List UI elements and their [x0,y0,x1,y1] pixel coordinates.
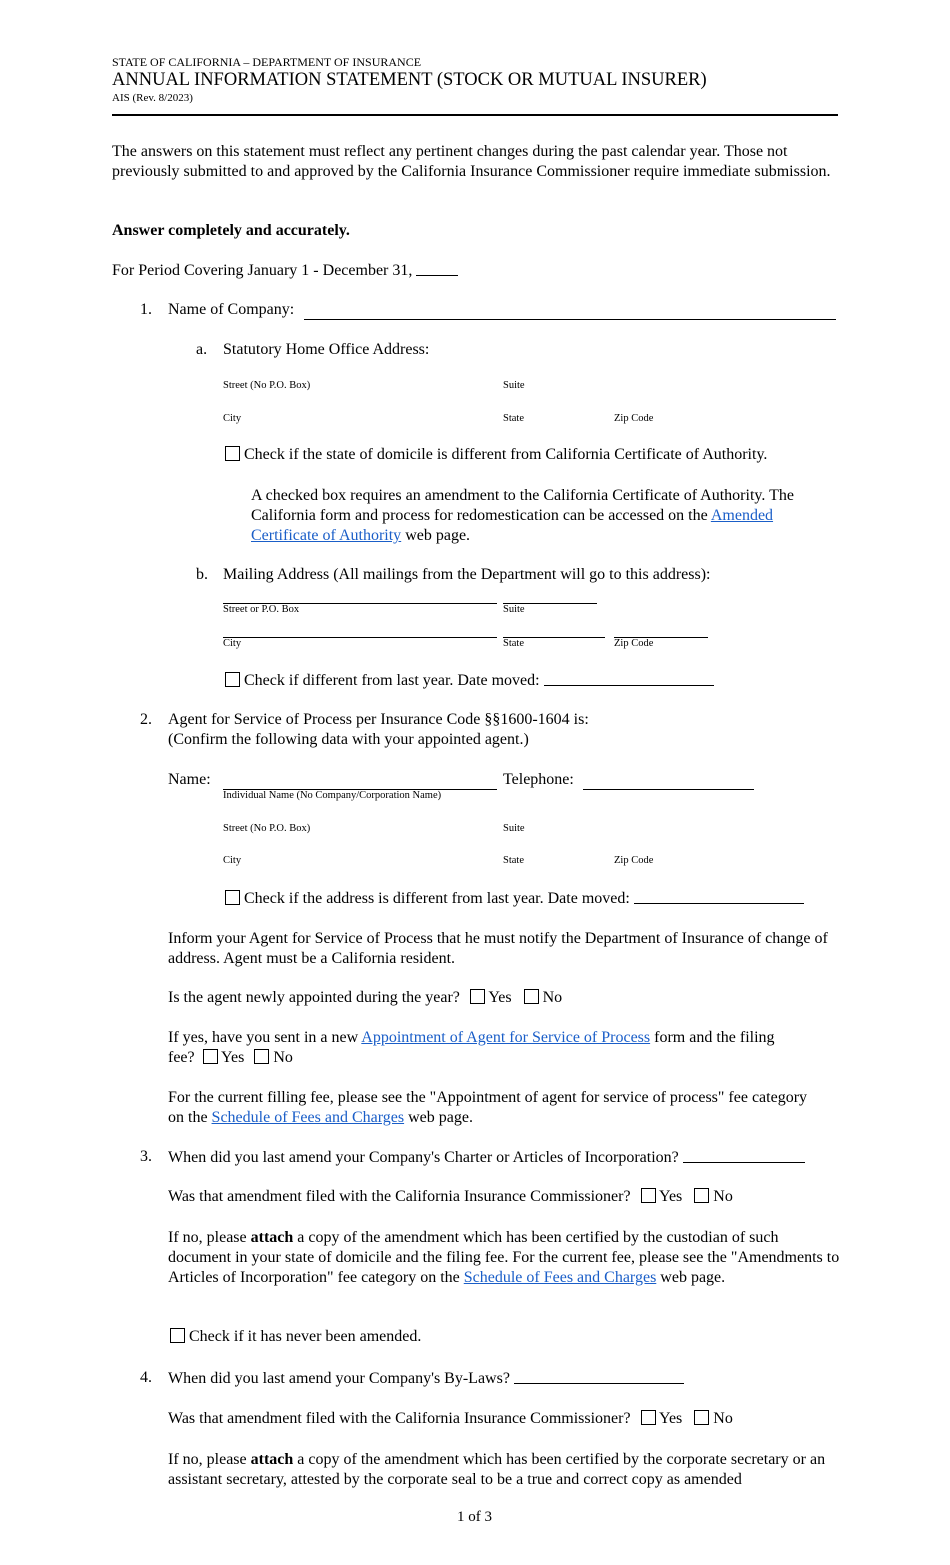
q3-attach-paragraph [168,1228,840,1288]
q3-attach-end: web page. [660,1269,726,1286]
agent-suite-label: Suite [503,823,525,834]
agent-city-label: City [223,855,242,866]
q1-label: Name of Company: [168,301,295,318]
home-suite-label: Suite [503,380,525,391]
mailing-check-row [225,671,714,690]
q4-filed-no-checkbox[interactable] [694,1410,709,1425]
mailing-city-label: City [223,638,242,649]
q4-attach-text: a copy of the amendment which has been certified by the corporate secretary or an assistant secretary, attested by the corporate seal to be a true and correct copy as amended [168,1451,826,1488]
domicile-note-text: A checked box requires an amendment to the California Certificate of Authority. The California form and process for redomestication can be accessed on the [251,487,794,524]
agent-date-moved-field[interactable] [634,889,804,904]
period-line [112,261,458,280]
agent-telephone-label: Telephone: [503,771,574,788]
domicile-note-end: web page. [405,527,471,544]
agent-telephone-field[interactable] [583,789,754,790]
home-state-label: State [503,413,524,424]
page-number: 1 of 3 [457,1509,492,1525]
q4-number: 4. [140,1369,152,1386]
q3-filed-yes-label: Yes [659,1188,683,1205]
agent-state-label: State [503,855,524,866]
domicile-checkbox[interactable] [225,446,240,461]
q4-filed-yes-checkbox[interactable] [641,1410,656,1425]
q3-never-row [170,1328,421,1346]
q3-number: 3. [140,1148,152,1165]
form-revision: AIS (Rev. 8/2023) [112,92,193,104]
agent-newly-row [168,989,562,1007]
mailing-suite-label: Suite [503,604,525,615]
domicile-note [251,486,841,546]
q1a-letter: a. [196,341,208,358]
agent-fee-yes-label: Yes [221,1049,245,1066]
agent-name-label: Name: [168,771,211,788]
q3-filed-no-checkbox[interactable] [694,1188,709,1203]
agent-newly-yes-checkbox[interactable] [470,989,485,1004]
agent-fee-note [168,1088,808,1128]
q2-line1: Agent for Service of Process per Insurance Code §§1600-1604 is: [168,711,589,728]
q3-filed-question: Was that amendment filed with the California Insurance Commissioner? [168,1188,631,1205]
agent-form-sent-paragraph [168,1028,838,1068]
q1b-label: Mailing Address (All mailings from the Department will go to this address): [223,566,711,583]
agent-address-changed-checkbox[interactable] [225,890,240,905]
agent-newly-no-label: No [542,989,563,1006]
agent-newly-question: Is the agent newly appointed during the year? [168,989,460,1006]
mailing-changed-checkbox[interactable] [225,672,240,687]
q3-question: When did you last amend your Company's Charter or Articles of Incorporation? [168,1149,679,1166]
home-zip-label: Zip Code [614,413,654,424]
q4-attach-bold: attach [250,1451,294,1468]
q4-attach-paragraph [168,1450,833,1490]
domicile-check-row [225,446,767,464]
mailing-city-field[interactable] [223,637,497,638]
header-divider [112,114,838,116]
q3-attach-before: If no, please [168,1229,247,1246]
schedule-fees-link-1[interactable]: Schedule of Fees and Charges [211,1109,405,1126]
mailing-state-label: State [503,638,524,649]
bylaws-amend-date-field[interactable] [514,1369,684,1384]
q4-question-row [168,1369,684,1388]
q3-attach-bold: attach [250,1229,294,1246]
schedule-fees-link-2[interactable]: Schedule of Fees and Charges [463,1269,657,1286]
agent-street-label: Street (No P.O. Box) [223,823,311,834]
agent-address-check-row [225,889,804,908]
period-year-field[interactable] [416,261,458,276]
q1a-label: Statutory Home Office Address: [223,341,430,358]
agent-newly-no-checkbox[interactable] [524,989,539,1004]
agent-if-yes-text: If yes, have you sent in a new [168,1029,359,1046]
agent-inform-text: Inform your Agent for Service of Process that he must notify the Department of Insurance of change of address. Agent must be a California resident. [168,930,828,967]
q4-question: When did you last amend your Company's By-Laws? [168,1370,510,1387]
charter-amend-date-field[interactable] [683,1148,805,1163]
agent-fee-note-end: web page. [408,1109,473,1126]
home-city-label: City [223,413,242,424]
q2-line2: (Confirm the following data with your appointed agent.) [168,731,529,748]
mailing-date-moved-field[interactable] [544,671,714,686]
q3-attach-text: a copy of the amendment which has been certified by the custodian of such document in your state of domicile and the filing fee. For the current fee, please see the "Amendments to Articles of Incorporation" fee category on the [168,1229,840,1286]
never-amended-checkbox[interactable] [170,1328,185,1343]
form-title: ANNUAL INFORMATION STATEMENT (STOCK OR MUTUAL INSURER) [112,70,707,90]
q4-filed-row [168,1410,733,1428]
instruction-text: Answer completely and accurately. [112,222,350,239]
intro-text: The answers on this statement must reflect any pertinent changes during the past calendar year. Those not previously submitted to and approved by the California Insurance Commissioner require immediate submission. [112,143,831,180]
agent-newly-yes-label: Yes [488,989,512,1006]
q4-filed-question: Was that amendment filed with the California Insurance Commissioner? [168,1410,631,1427]
q1-number: 1. [140,301,152,318]
q3-filed-yes-checkbox[interactable] [641,1188,656,1203]
amended-certificate-link[interactable]: Amended Certificate of Authority [251,507,774,544]
appointment-agent-link[interactable]: Appointment of Agent for Service of Process [361,1029,651,1046]
agent-if-yes-after: form and the filing [654,1029,775,1046]
q4-filed-no-label: No [713,1410,733,1427]
q2-number: 2. [140,711,152,728]
agent-zip-label: Zip Code [614,855,654,866]
agent-fee-label: fee? [168,1049,195,1066]
agent-fee-no-label: No [273,1049,293,1066]
mailing-zip-label: Zip Code [614,638,654,649]
q3-filed-no-label: No [713,1188,733,1205]
agent-fee-yes-checkbox[interactable] [203,1049,218,1064]
agent-individual-label: Individual Name (No Company/Corporation Name) [223,790,442,801]
q4-attach-before: If no, please [168,1451,247,1468]
agent-address-check-label: Check if the address is different from last year. Date moved: [244,890,630,907]
period-label: For Period Covering January 1 - December 31, [112,262,413,279]
agent-fee-note-text: For the current filling fee, please see the "Appointment of agent for service of process" fee category on the [168,1089,808,1126]
q1b-letter: b. [196,566,208,583]
agency-name: STATE OF CALIFORNIA – DEPARTMENT OF INSURANCE [112,55,422,69]
never-amended-label: Check if it has never been amended. [189,1328,422,1345]
mailing-check-label: Check if different from last year. Date moved: [244,672,540,689]
q3-question-row [168,1148,805,1167]
mailing-street-label: Street or P.O. Box [223,604,300,615]
domicile-check-label: Check if the state of domicile is different from California Certificate of Authority. [244,446,768,463]
home-street-label: Street (No P.O. Box) [223,380,311,391]
company-name-field[interactable] [304,319,836,320]
q4-filed-yes-label: Yes [659,1410,683,1427]
agent-fee-no-checkbox[interactable] [254,1049,269,1064]
q3-filed-row [168,1188,733,1206]
